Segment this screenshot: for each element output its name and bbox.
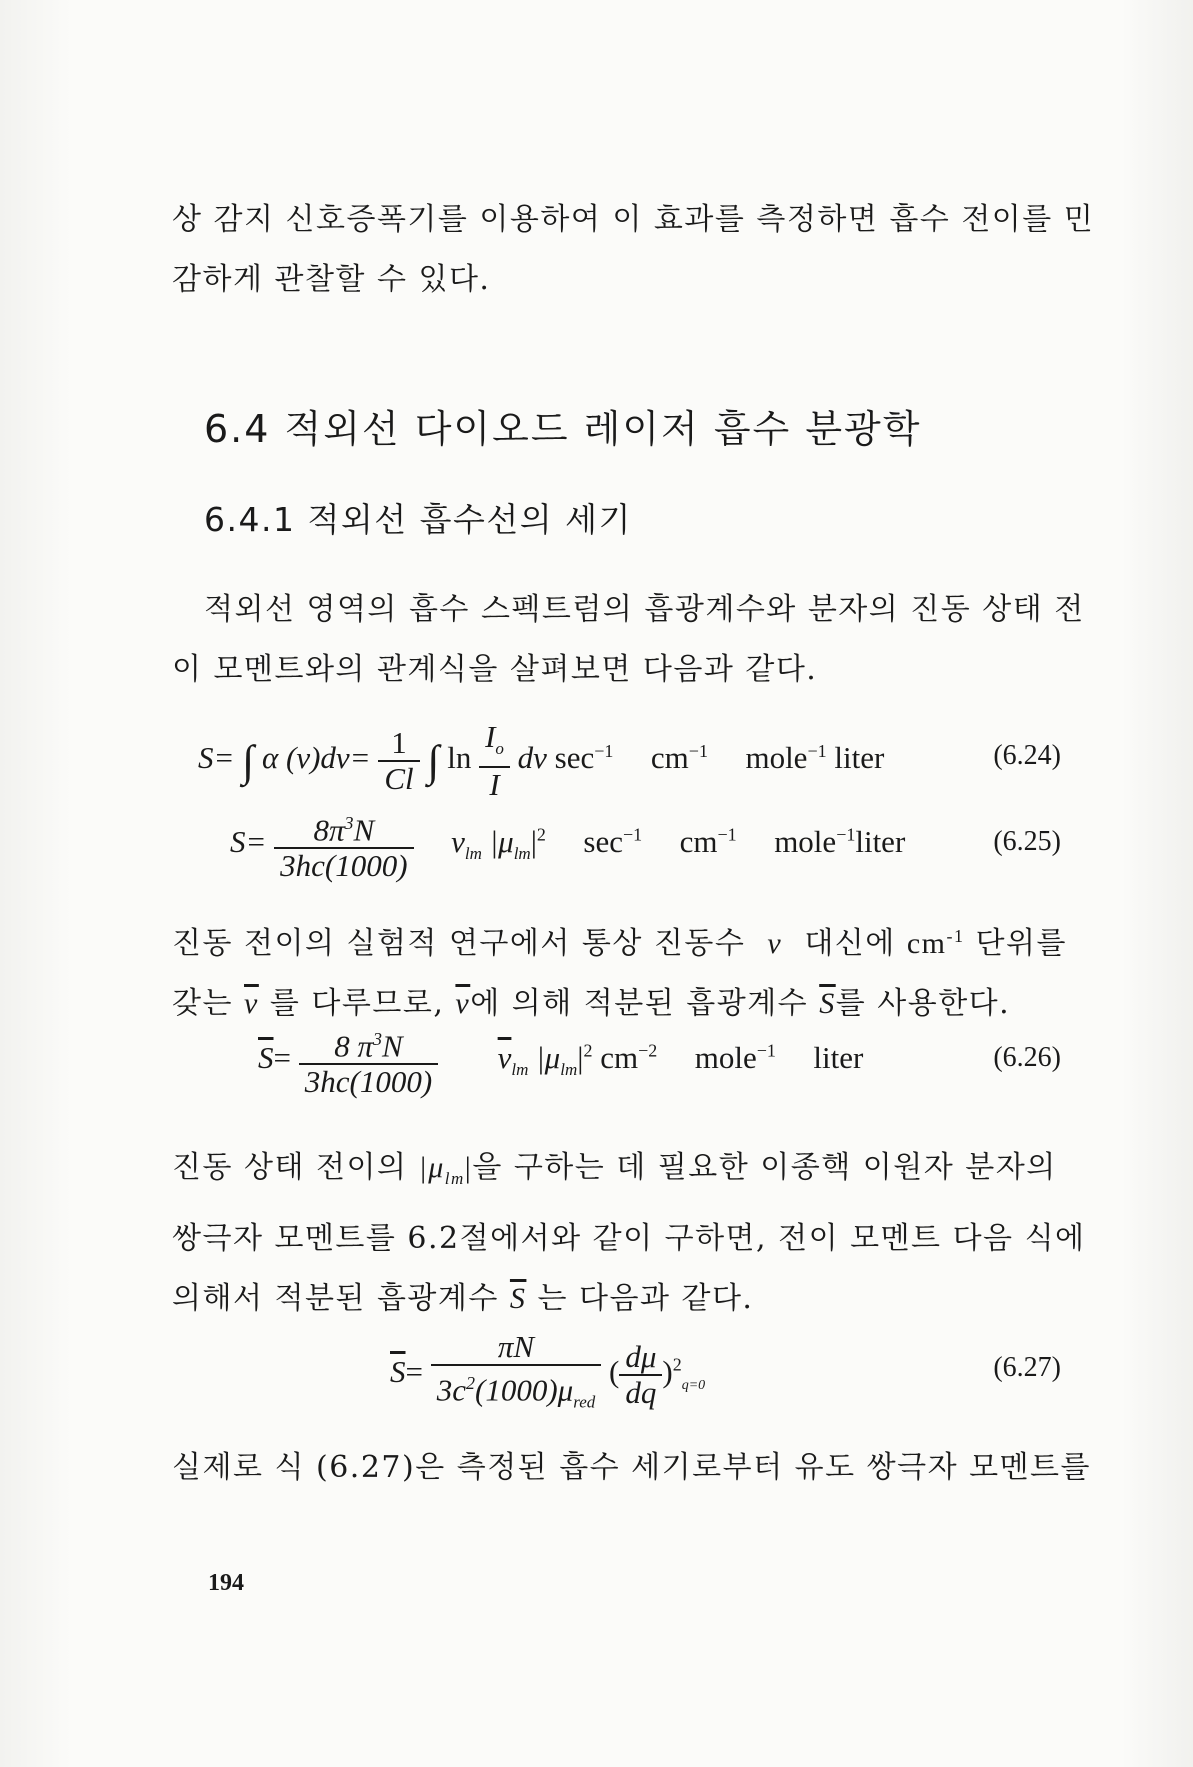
eq-sup: 2 [672, 1354, 682, 1375]
paragraph-line: 감하게 관찰할 수 있다. [172, 262, 491, 297]
nu-bar-symbol: $\overline{\nu}$ [244, 987, 259, 1020]
text-run: 를 다루므로, [269, 986, 445, 1021]
eq-sub: q=0 [681, 1378, 706, 1394]
eq-sup: 3 [372, 1029, 382, 1049]
paragraph-line [172, 1138, 1062, 1209]
eq-paren: ) [662, 1353, 673, 1389]
eq-equals: = [405, 1353, 423, 1389]
eq-den-part: 3c [436, 1372, 466, 1408]
s-bar-symbol: $\overline{S}$ [509, 1282, 527, 1315]
eq-sub: o [495, 739, 504, 759]
fraction [619, 1340, 662, 1410]
nu-symbol: ν [767, 927, 783, 960]
unit-exponent: −2 [638, 1040, 658, 1061]
unit-cm: cm [906, 927, 947, 960]
unit: mole [774, 823, 837, 859]
unit-exponent: −1 [807, 740, 827, 761]
eq-num-part: N [381, 1028, 403, 1064]
fraction-denominator: 3hc(1000) [280, 848, 408, 884]
section-title: 6.4 적외선 다이오드 레이저 흡수 분광학 [204, 407, 922, 451]
nu-bar-symbol: $\overline{\nu}$ [455, 987, 471, 1020]
paragraph-line [172, 906, 1067, 974]
fraction-numerator [479, 720, 510, 768]
eq-num-part: N [353, 812, 375, 848]
unit: sec [554, 740, 595, 776]
eq-sub: lm [511, 1059, 529, 1079]
unit: liter [834, 740, 885, 776]
unit: cm [679, 823, 718, 859]
paragraph-line: 적외선 영역의 흡수 스펙트럼의 흡광계수와 분자의 진동 상태 전 [204, 592, 1085, 627]
eq-nu: ν [451, 823, 465, 859]
unit: liter [855, 823, 906, 859]
eq-tail: dν [517, 740, 547, 776]
paragraph-line: 이 모멘트와의 관계식을 살펴보면 다음과 같다. [172, 652, 818, 687]
eq-abs: | [530, 823, 537, 859]
eq-sub: lm [464, 843, 482, 863]
s-bar-symbol: $\overline{S}$ [819, 987, 836, 1020]
integral-symbol: ∫ [427, 736, 440, 786]
text-run: 를 사용한다. [835, 986, 1011, 1021]
eq-lhs: $\overline{S}$ [258, 1039, 274, 1075]
equation-6-26 [258, 1022, 864, 1100]
eq-sub: lm [560, 1059, 578, 1079]
fraction-denominator: Cl [384, 761, 414, 797]
eq-sup: 2 [536, 824, 546, 845]
unit: mole [745, 740, 808, 776]
text-run: 단위를 [975, 926, 1067, 961]
eq-num-part: 8π [313, 812, 345, 848]
fraction [479, 720, 510, 802]
text-run: 에 의해 적분된 흡광계수 [470, 986, 809, 1021]
eq-ln: ln [447, 740, 472, 776]
paragraph-intro [172, 580, 1085, 700]
equation-number: (6.24) [993, 740, 1061, 771]
unit-exponent: −1 [594, 740, 614, 761]
eq-abs: | [577, 1039, 584, 1075]
text-run: 진동 전이의 실험적 연구에서 통상 진동수 [172, 926, 746, 961]
eq-sub: red [573, 1392, 596, 1412]
eq-lhs: S= [230, 823, 267, 859]
equation-6-25 [230, 806, 906, 884]
unit: liter [813, 1039, 864, 1075]
unit-exponent: −1 [717, 824, 737, 845]
equation-6-24 [198, 719, 885, 803]
unit-exponent: -1 [946, 926, 965, 946]
equation-number: (6.27) [993, 1352, 1061, 1383]
eq-mu: |μ [536, 1039, 561, 1075]
fraction [274, 806, 413, 883]
unit: mole [694, 1039, 757, 1075]
eq-var: I [485, 719, 496, 754]
text-run: 는 다음과 같다. [537, 1281, 754, 1316]
equation-number: (6.25) [993, 826, 1061, 857]
eq-nu: $\overline{\nu}$ [497, 1039, 512, 1075]
unit-exponent: −1 [756, 1040, 776, 1061]
paragraph-line: 상 감지 신호증폭기를 이용하여 이 효과를 측정하면 흡수 전이를 민 [172, 202, 1095, 237]
eq-sub: lm [444, 1169, 465, 1188]
integral-symbol: ∫ [242, 736, 255, 786]
fraction [378, 726, 419, 796]
fraction-numerator [299, 1022, 438, 1065]
eq-sub: lm [513, 843, 531, 863]
paragraph-vibration [172, 906, 1067, 1034]
fraction-denominator [431, 1366, 602, 1420]
eq-sup: 2 [583, 1040, 593, 1061]
mu-symbol: |μ [418, 1151, 445, 1184]
subsection-title: 6.4.1 적외선 흡수선의 세기 [204, 500, 632, 539]
paragraph-last [172, 1438, 1092, 1498]
paragraph-line [172, 1269, 1062, 1329]
unit-exponent: −1 [836, 824, 856, 845]
paragraph-line: 쌍극자 모멘트를 6.2절에서와 같이 구하면, 전이 모멘트 다음 식에 [172, 1221, 1086, 1256]
unit: cm [650, 740, 689, 776]
eq-abs: | [464, 1151, 473, 1184]
eq-lhs: S= [198, 740, 235, 776]
eq-lhs: $\overline{S}$ [390, 1353, 406, 1389]
fraction-numerator: πN [431, 1330, 602, 1366]
paragraph-line: 실제로 식 (6.27)은 측정된 흡수 세기로부터 유도 쌍극자 모멘트를 [172, 1450, 1092, 1485]
fraction-numerator [274, 806, 413, 849]
eq-integrand: α (ν)dν= [261, 740, 371, 776]
eq-num-part: 8 π [334, 1028, 373, 1064]
paragraph-state [172, 1138, 1086, 1329]
unit: cm [600, 1039, 639, 1075]
eq-paren: ( [609, 1353, 620, 1389]
fraction-denominator: 3hc(1000) [304, 1064, 433, 1100]
unit-exponent: −1 [688, 740, 708, 761]
eq-sup: 2 [466, 1373, 475, 1393]
fraction-denominator: dq [625, 1374, 657, 1410]
text-run: 을 구하는 데 필요한 이종핵 이원자 분자의 [472, 1150, 1057, 1185]
fraction-numerator: dμ [619, 1340, 662, 1376]
paragraph-top [172, 190, 1095, 310]
fraction [431, 1330, 602, 1420]
eq-equals: = [273, 1039, 291, 1075]
fraction-denominator: I [489, 767, 500, 803]
unit: sec [583, 823, 623, 859]
text-run: 의해서 적분된 흡광계수 [172, 1281, 499, 1316]
unit-exponent: −1 [623, 824, 643, 845]
page-number: 194 [208, 1570, 244, 1596]
text-run: 갖는 [172, 986, 233, 1021]
eq-mu: |μ [489, 823, 514, 859]
equation-number: (6.26) [993, 1042, 1061, 1073]
fraction [299, 1022, 438, 1099]
eq-den-part: (1000)μ [475, 1372, 574, 1408]
text-run: 진동 상태 전이의 [172, 1150, 408, 1185]
fraction-numerator: 1 [378, 726, 419, 762]
equation-6-27 [390, 1329, 706, 1412]
eq-sup: 3 [344, 813, 354, 833]
text-run: 대신에 [804, 926, 896, 961]
